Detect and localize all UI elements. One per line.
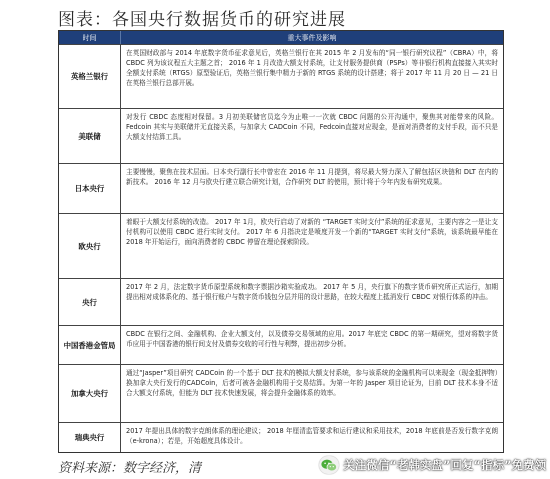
table-row bbox=[59, 325, 503, 364]
source-note: 资料来源：数字经济，清 bbox=[58, 461, 202, 476]
row-desc: 对发行 CBDC 态度相对保留。3 月初美联储官员迄今为止唯一一次就 CBDC 问题的公开沟通中，聚焦其对能带来的风险。Fedcoin 其实与美联储并无直接关系，与加拿大 CADCoin 不同，Fedcoin直接对应现金，是面对消费者的支付手段，而不只是大额支付结算工具。 bbox=[126, 113, 498, 141]
row-desc: 2017 年 2 月，法定数字货币原型系统和数字票据沙箱实验成功。 2017 年 5 月，央行旗下的数字货币研究所正式运行，加期提出相对成体系化的、基于银行账户与数字货币钱包分层并用的设计思路，在较大程度上抵消发行 CBDC 对银行体系的冲击。 bbox=[126, 283, 498, 301]
row-name: 中国香港金管局 bbox=[59, 326, 121, 364]
table-row bbox=[59, 278, 503, 325]
row-name: 日本央行 bbox=[59, 164, 121, 213]
row-desc: 2017 年提出具体的数字克朗体系的理论建议； 2018 年厘清监管要求和运行建议和采用技术，2018 年底前是否发行数字克朗（e-krona）；若是，开始超度具体设计。 bbox=[126, 427, 498, 445]
page-title: 图表：各国央行数据货币的研究进展 bbox=[58, 10, 346, 30]
row-name: 欧央行 bbox=[59, 214, 121, 278]
table-row bbox=[59, 108, 503, 163]
row-name: 英格兰银行 bbox=[59, 45, 121, 108]
row-name: 美联储 bbox=[59, 109, 121, 163]
table-row bbox=[59, 44, 503, 108]
row-desc: 通过“Jasper”项目研究 CADCoin 的一个基于 DLT 技术的模拟大额支付系统，参与该系统的金融机构可以来现金（现金抵押物）换加拿大央行发行的CADCoin，后者可被各金融机构用于交易结算。为第一年的 Jasper 项目论证为，目前 DLT 技术本身不适合大额支付系统，但能为 DLT 技术快速发展，将会提升金融体系的效率。 bbox=[126, 369, 498, 397]
header-events: 重大事件及影响 bbox=[287, 33, 337, 42]
table-header bbox=[59, 31, 503, 44]
header-time: 时间 bbox=[59, 31, 121, 44]
row-name: 加拿大央行 bbox=[59, 365, 121, 422]
table-row bbox=[59, 163, 503, 213]
watermark bbox=[319, 454, 546, 476]
wechat-icon bbox=[319, 456, 339, 474]
row-desc: CBDC 在银行之间、金融机构、企业大额支付，以及债券交易领域的应用。2017 年底完 CBDC 的第一期研究，望对将数字货币应用于中国香港的银行间支付及债券交收的可行性与利弊，提出初步分析。 bbox=[126, 330, 498, 348]
row-name: 瑞典央行 bbox=[59, 423, 121, 452]
row-name: 央行 bbox=[59, 279, 121, 325]
row-desc: 主要慢慢，聚焦在技术层面。日本央行副行长中曾宏在 2016 年 11 月提到，将尽最大努力深入了解包括区块链和 DLT 在内的新技术。 2016 年 12 月与欧央行建立联合研究计划，合作研究 DLT 的使用，预计将于今年内发布研究成果。 bbox=[126, 168, 498, 186]
table-row bbox=[59, 364, 503, 422]
table-row bbox=[59, 422, 503, 452]
row-desc: 在英国财政部与 2014 年底数字货币征求意见后，英格兰银行在其 2015 年 2 月发布的“同一银行研究议程”（CBRA）中，将 CBDC 列为该议程五大主题之首； 2016 年 1 月改造大额支付系统，让支付服务提供商（PSPs）等非银行机构直接接入其实时全额支付系统（RTGS）原型验证后，英格兰银行集中精力于新的 RTGS 系统的设计搭建；将于 2017 年 11 月 20 日 — 21 日在英格兰银行总部开展。 bbox=[126, 49, 498, 87]
watermark-text: 关注微信“老韩实盘”回复“指标”免费领 bbox=[343, 458, 546, 472]
table-row bbox=[59, 213, 503, 278]
row-desc: 着眼于大额支付系统的改造。 2017 年 1月，欧央行启动了对新的 “TARGET 实时支付”系统的征求意见，主要内容之一是让支付机构可以使用 CBDC 进行实时支付。 2017 年 6 月指决定是喷度开发一个新的“TARGET 实时支付”系统，该系统最早能在 2018 年开始运行，面向消费者的 CBDC 停留在理论探索阶段。 bbox=[126, 218, 498, 246]
research-progress-table bbox=[58, 30, 504, 453]
